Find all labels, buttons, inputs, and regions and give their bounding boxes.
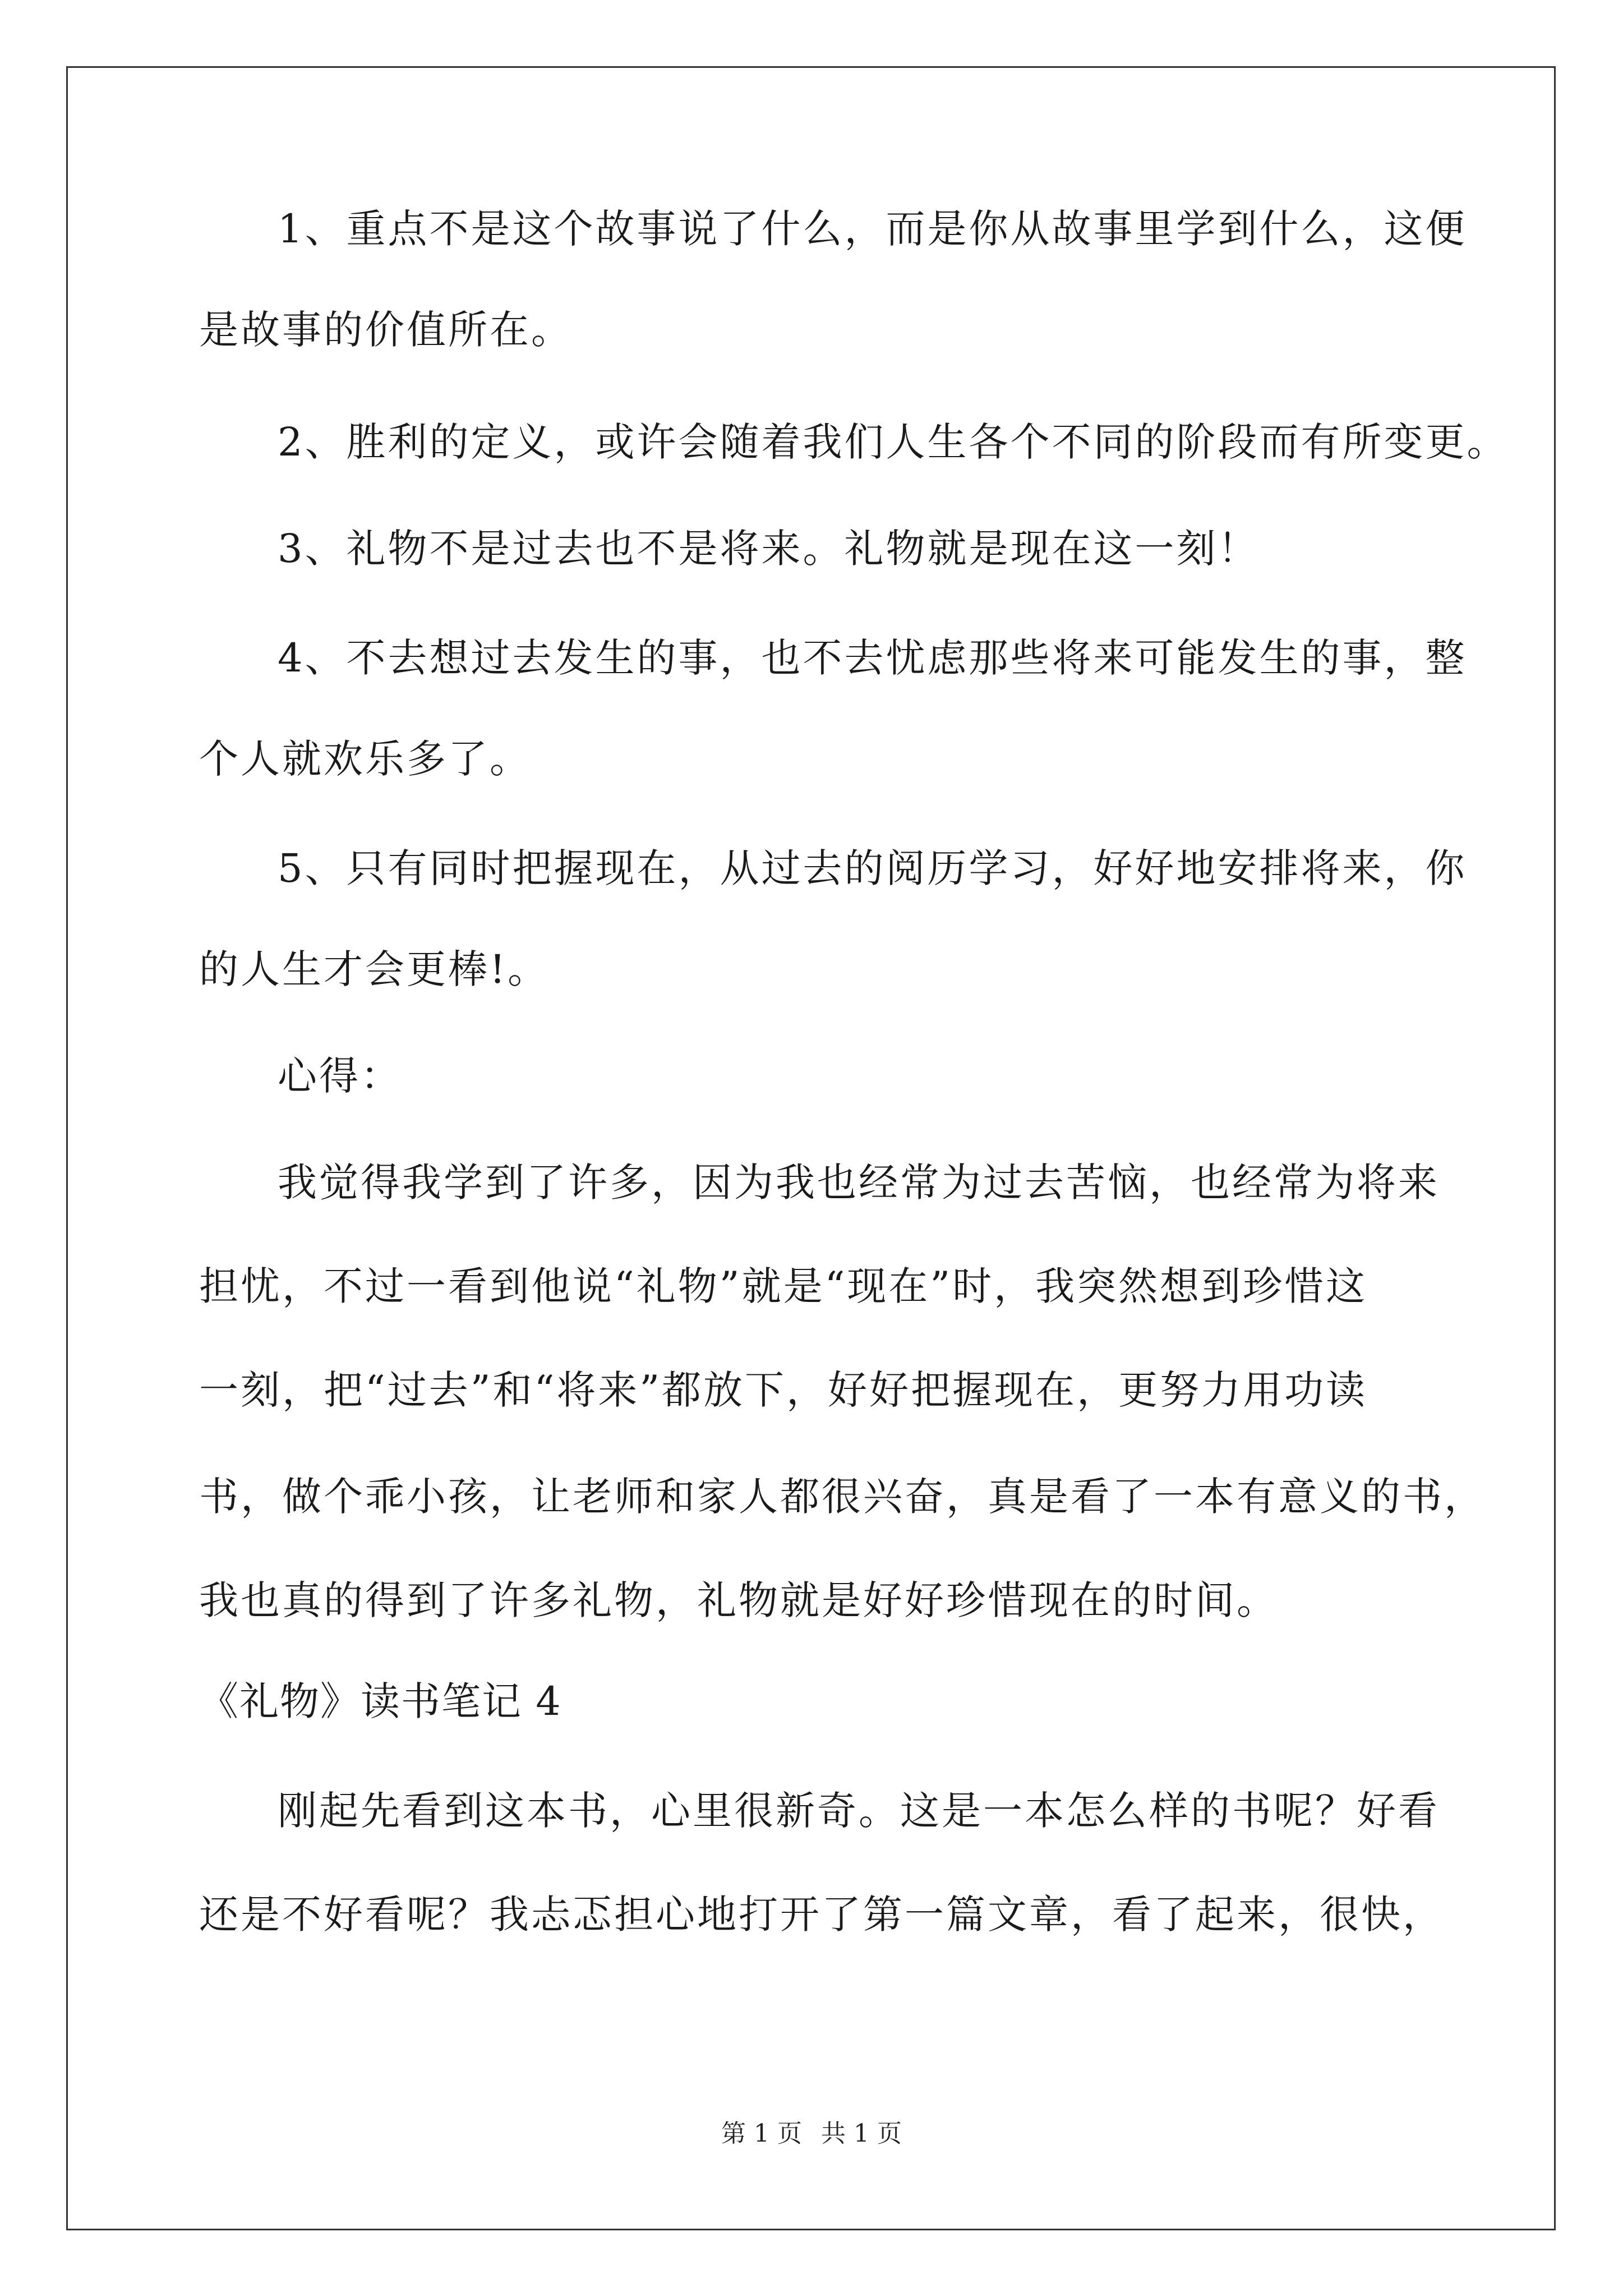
paragraph-7-line-1: 刚起先看到这本书，心里很新奇。这是一本怎么样的书呢？好看 bbox=[278, 1788, 1440, 1834]
paragraph-3-line-1: 3、礼物不是过去也不是将来。礼物就是现在这一刻！ bbox=[278, 526, 1260, 572]
paragraph-6-line-1: 我觉得我学到了许多，因为我也经常为过去苦恼，也经常为将来 bbox=[278, 1159, 1440, 1205]
paragraph-1-line-2: 是故事的价值所在。 bbox=[199, 307, 573, 353]
page-number-current: 第 1 页 bbox=[721, 2119, 802, 2148]
paragraph-6-line-5: 我也真的得到了许多礼物，礼物就是好好珍惜现在的时间。 bbox=[199, 1577, 1278, 1623]
paragraph-5-line-1: 5、只有同时把握现在，从过去的阅历学习，好好地安排将来，你 bbox=[278, 845, 1467, 891]
section-heading: 《礼物》读书笔记 4 bbox=[199, 1678, 562, 1724]
paragraph-7-line-2: 还是不好看呢？我忐忑担心地打开了第一篇文章，看了起来，很快， bbox=[199, 1892, 1444, 1938]
paragraph-6-line-3: 一刻，把“过去”和“将来”都放下，好好把握现在，更努力用功读 bbox=[199, 1367, 1368, 1413]
paragraph-4-line-1: 4、不去想过去发生的事，也不去忧虑那些将来可能发生的事，整 bbox=[278, 635, 1467, 681]
paragraph-5-line-2: 的人生才会更棒!。 bbox=[199, 946, 550, 992]
page-footer bbox=[0, 2117, 1623, 2151]
paragraph-1-line-1: 1、重点不是这个故事说了什么，而是你从故事里学到什么，这便 bbox=[278, 206, 1467, 252]
paragraph-6-line-4: 书，做个乖小孩，让老师和家人都很兴奋，真是看了一本有意义的书， bbox=[199, 1474, 1486, 1520]
paragraph-2-line-1: 2、胜利的定义，或许会随着我们人生各个不同的阶段而有所变更。 bbox=[278, 419, 1509, 465]
paragraph-6-line-2: 担忧，不过一看到他说“礼物”就是“现在”时，我突然想到珍惜这 bbox=[199, 1263, 1368, 1309]
section-label-xinde: 心得： bbox=[278, 1053, 402, 1099]
paragraph-4-line-2: 个人就欢乐多了。 bbox=[199, 736, 531, 782]
page-number-total: 共 1 页 bbox=[821, 2119, 902, 2148]
